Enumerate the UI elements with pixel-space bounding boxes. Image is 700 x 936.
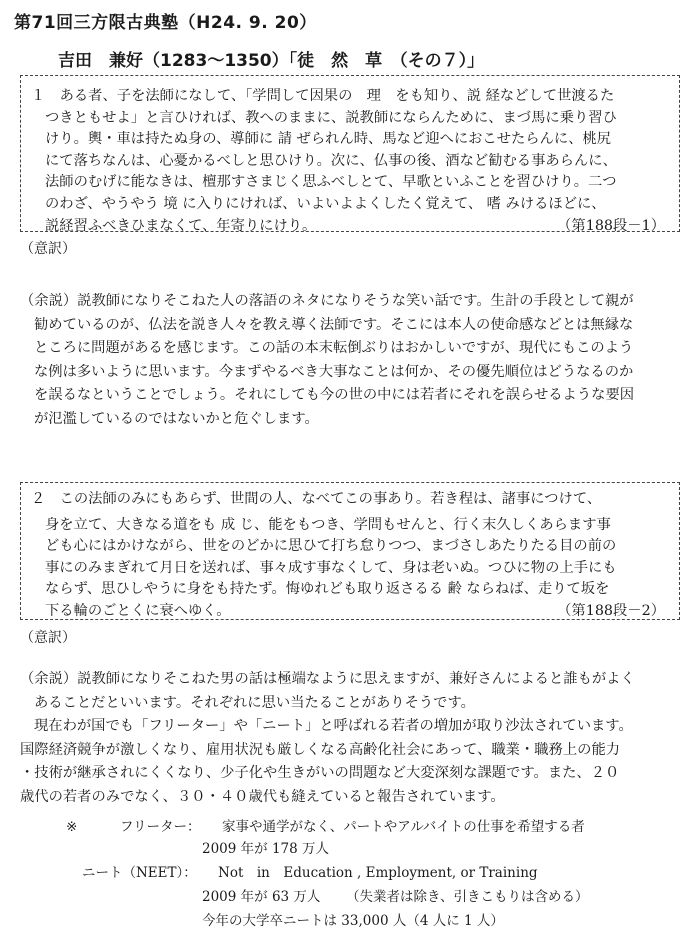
- commentary-2: [20, 668, 680, 810]
- commentary-1-line: な例は多いように思います。今まずやるべき大事なことは何か、その優先順位はどうなるのか: [34, 363, 634, 380]
- passage-box-2: [20, 482, 680, 620]
- neet-stat-note: （失業者は除き、引きこもりは含める）: [346, 889, 589, 905]
- passage-box-1: [20, 75, 680, 232]
- freeter-label: フリーター：: [120, 819, 201, 835]
- passage-1-reference: （第188段－1）: [557, 217, 665, 234]
- neet-label: ニート（NEET）：: [82, 865, 197, 881]
- passage-1-line: けり。輿・車は持たぬ身の、導師に 請 ぜられん時、馬など迎へにおこせたらんに、桃尻: [45, 131, 612, 148]
- commentary-2-line: 国際経済競争が激しくなり、雇用状況も厳しくなる高齢化社会にあって、職業・職務上の能力: [20, 741, 621, 758]
- note-mark: ※: [66, 819, 78, 835]
- neet-definition: Not in Education , Employment, or Training: [218, 865, 538, 881]
- passage-1-line: 説経習ふべきひまなくて、年寄りにけり。: [45, 217, 317, 234]
- passage-2-line: 下る輪のごとくに衰へゆく。: [45, 602, 231, 619]
- neet-graduate-stat: 今年の大学卒ニートは 33,000 人（4 人に 1 人）: [202, 913, 504, 929]
- passage-1-line: １ ある者、子を法師になして、「学問して因果の 理 をも知り、説 経などして世渡るた: [31, 88, 615, 104]
- commentary-1-line: が氾濫しているのではないかと危ぐします。: [34, 410, 319, 427]
- commentary-2-line: あることだといいます。それぞれに思い当たることがありそうです。: [34, 694, 475, 711]
- translation-label-2: （意訳）: [20, 630, 76, 646]
- freeter-definition: 家事や通学がなく、パートやアルバイトの仕事を希望する者: [222, 819, 585, 835]
- commentary-1-line: ところに問題があるを感じます。この話の本末転倒ぶりはおかしいですが、現代にもこのよう: [34, 340, 634, 357]
- commentary-1: [20, 290, 680, 432]
- passage-2-line: ならず、思ひしやうに身をも持たず。悔ゆれども取り返さるる 齢 ならねば、走りて坂を: [45, 581, 610, 598]
- commentary-2-line: 歳代の若者のみでなく、３０・４０歳代も縫えていると報告されています。: [20, 788, 505, 805]
- passage-2-line: ども心にはかけながら、世をのどかに思ひて打ち怠りつつ、まづさしあたりたる目の前の: [45, 538, 617, 555]
- passage-2-reference: （第188段－2）: [557, 602, 665, 619]
- document-subtitle: 吉田 兼好（1283〜1350）「徒 然 草 （その７）」: [58, 51, 485, 71]
- passage-1-line: にて落ちなんは、心憂かるべしと思ひけり。次に、仏事の後、酒など勧むる事あらんに、: [45, 152, 617, 169]
- passage-1-line: 法師のむげに能なきは、檀那すさまじく思ふべしとて、早歌といふことを習ひけり。二つ: [45, 174, 617, 191]
- commentary-2-line: ・技術が継承されにくくなり、少子化や生きがいの問題など大変深刻な課題です。また、２０: [20, 765, 620, 782]
- passage-1-line: のわざ、やうやう 境 に入りにければ、いよいよよくしたく覚えて、 嗜 みけるほどに、: [45, 195, 606, 212]
- passage-2-line: ２ この法師のみにもあらず、世間の人、なべてこの事あり。若き程は、諸事につけて、: [31, 491, 602, 507]
- commentary-2-line: 現在わが国でも「フリーター」や「ニート」と呼ばれる若者の増加が取り沙汰されています。: [34, 718, 633, 735]
- document-title: 第71回三方限古典塾（H24. 9. 20）: [14, 13, 317, 33]
- translation-label-1: （意訳）: [20, 241, 76, 257]
- neet-stat: 2009 年が 63 万人: [202, 889, 321, 905]
- commentary-1-line: 勧めているのが、仏法を説き人々を教え導く法師です。そこには本人の使命感などとは無縁な: [34, 316, 634, 333]
- freeter-stat: 2009 年が 178 万人: [202, 841, 329, 857]
- commentary-1-line: を誤るなということでしょう。それにしても今の世の中には若者にそれを誤らせるような要因: [34, 387, 635, 404]
- passage-2-line: 事にのみまぎれて月日を送れば、事々成す事なくして、身は老いぬ。つひに物の上手にも: [45, 559, 617, 576]
- commentary-2-line: （余説）説教師になりそこねた男の話は極端なように思えますが、兼好さんによると誰もがよく: [20, 671, 635, 687]
- passage-2-line: 身を立て、大きなる道をも 成 じ、能をもつき、学問もせんと、行く末久しくあらます事: [45, 516, 611, 533]
- passage-1-line: つきともせよ」と言ひければ、教へのままに、説教師にならんために、まづ馬に乗り習ひ: [45, 109, 617, 126]
- commentary-1-line: （余説）説教師になりそこねた人の落語のネタになりそうな笑い話です。生計の手段として親が: [20, 293, 634, 309]
